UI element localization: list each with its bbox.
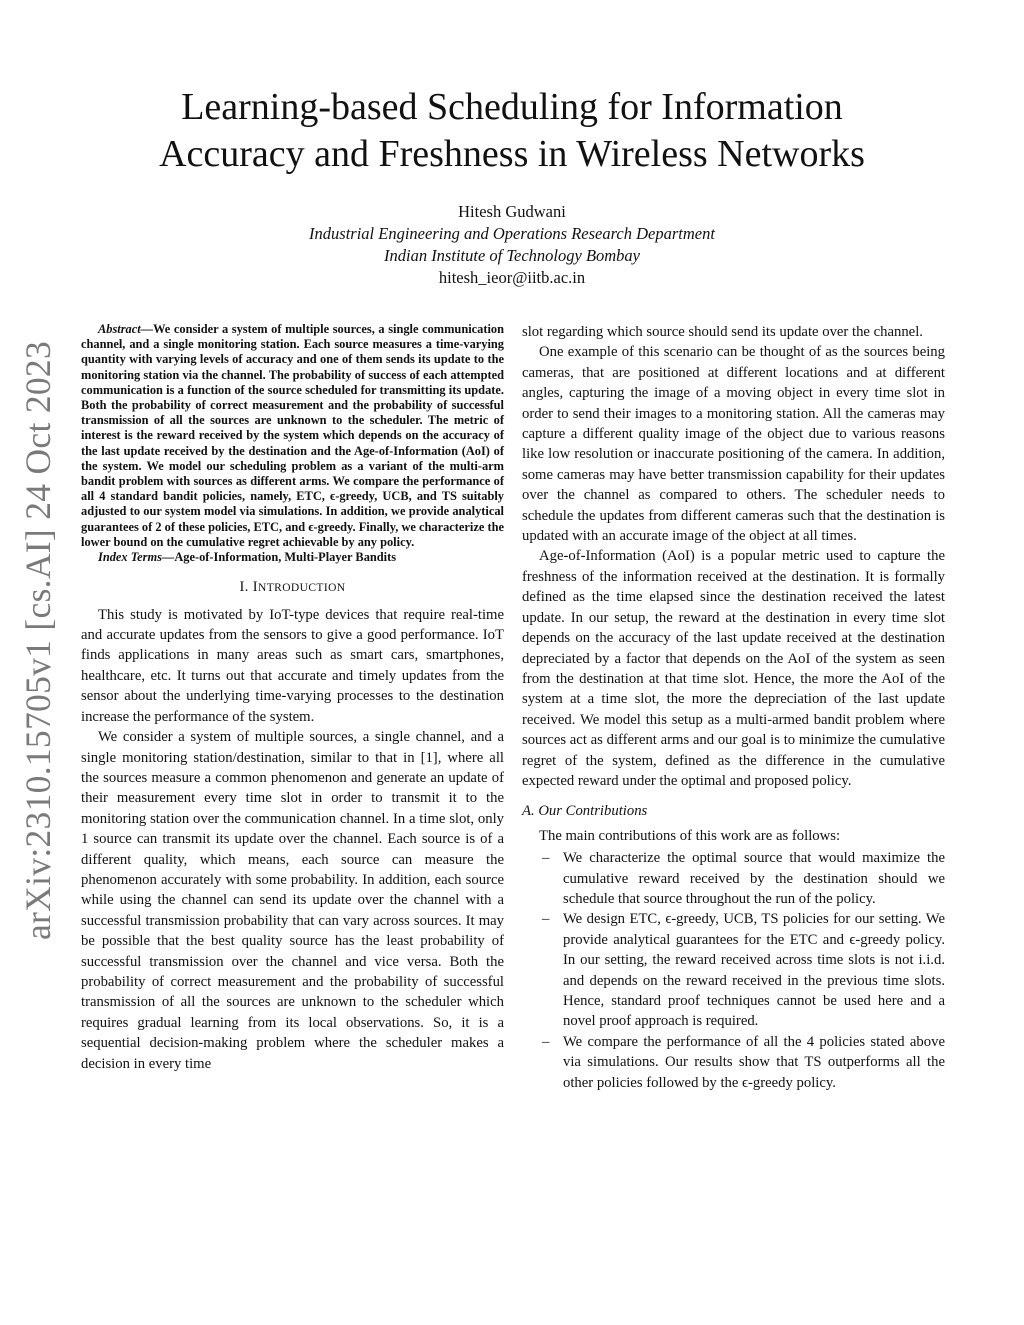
abstract bbox=[81, 322, 504, 550]
contributions-intro: The main contributions of this work are as follows: bbox=[539, 827, 841, 844]
abstract-text: We consider a system of multiple sources, a single communication channel, and a single monitoring station. Each source measures a time-varying quantity with varying levels of accuracy and one of them sends its update to the monitoring station via the channel. The probability of success of each attempted communication is a function of the source scheduled for transmitting its update. Both the probability of correct measurement and the probability of successful transmission of all the sources are unknown to the scheduler. The metric of interest is the reward received by the system which depends on the accuracy of the last update received by the destination and the Age-of-Information (AoI) of the system. We model our scheduling problem as a variant of the multi-arm bandit problem with sources as different arms. We compare the performance of all 4 standard bandit policies, namely, ETC, ϵ-greedy, UCB, and TS suitably adjusted to our system model via simulations. In addition, we provide analytical guarantees of 2 of these policies, ETC, and ϵ-greedy. Finally, we characterize the lower bound on the cumulative regret achievable by any policy. bbox=[81, 322, 504, 549]
intro-paragraph-1: This study is motivated by IoT-type devices that require real-time and accurate updates from the sensors to give a good performance. IoT finds applications in many areas such as smart cars, smartphones, healthcare, etc. It turns out that accurate and timely updates from the sensor about the underlying time-varying processes to the destination increase the performance of the system. bbox=[81, 606, 504, 725]
author-email[interactable]: hitesh_ieor@iitb.ac.in bbox=[438, 268, 586, 287]
intro-paragraph-2: We consider a system of multiple sources, a single channel, and a single monitoring station/destination, similar to that in [1], where all the sources measure a common phenomenon and generate an update of their measurement every time slot in order to transmit it to the monitoring station over the communication channel. In a time slot, only 1 source can transmit its update over the channel. Each source is of a different quality, which means, each source can measure the phenomenon accurately with some probability. In addition, each source while using the channel can send its update over the channel with a successful transmission probability that can vary across sources. It may be possible that the best quality source has the least probability of successful transmission over the channel and vice versa. Both the probability of correct measurement and the probability of successful transmission of all the sources are unknown to the scheduler which requires gradual learning from its local observations. So, it is a sequential decision-making problem where the scheduler makes a decision in every time bbox=[81, 729, 504, 1072]
intro-paragraph-2-continued: slot regarding which source should send its update over the channel. bbox=[522, 324, 923, 340]
contributions-list bbox=[522, 848, 945, 1093]
index-terms bbox=[81, 550, 504, 565]
list-bullet: – bbox=[542, 1033, 550, 1050]
list-item bbox=[522, 909, 945, 1031]
title-line-2: Accuracy and Freshness in Wireless Networks bbox=[159, 133, 865, 175]
subsection-heading-contributions: A. Our Contributions bbox=[522, 803, 648, 820]
author-name: Hitesh Gudwani bbox=[458, 202, 566, 221]
title-line-1: Learning-based Scheduling for Information bbox=[181, 86, 843, 128]
section-title-rest: NTRODUCTION bbox=[258, 582, 346, 595]
paper-title bbox=[100, 84, 924, 178]
index-terms-label: Index Terms— bbox=[98, 550, 175, 565]
intro-paragraph-3: One example of this scenario can be thought of as the sources being cameras, that are positioned at different locations and at different angles, capturing the image of a moving object in every time slot in order to send their images to a monitoring station. All the cameras may capture a different quality image of the object due to various reasons like low resolution or inaccurate positioning of the camera. In addition, some cameras may have better transmission capability for their updates over the channel as compared to others. The scheduler needs to schedule the updates from different cameras such that the destination is updated with an accurate image of the object at all times. bbox=[522, 344, 945, 545]
section-title-cap: I bbox=[252, 579, 259, 596]
section-number: I. bbox=[239, 579, 249, 596]
left-column bbox=[81, 322, 504, 1074]
abstract-label: Abstract— bbox=[98, 322, 154, 336]
list-item bbox=[522, 1032, 945, 1093]
list-bullet: – bbox=[542, 850, 550, 867]
intro-paragraph-4: Age-of-Information (AoI) is a popular metric used to capture the freshness of the information received at the destination. It is formally defined as the time elapsed since the destination received the latest update. In our setup, the reward at the destination in every time slot depends on the accuracy of the last update received at the destination depreciated by a factor that depends on the AoI of the system as seen from the destination at that time slot. Hence, the more the AoI of the system at a time slot, the more the depreciation of the last update received. We model this setup as a multi-armed bandit problem where sources act as different arms and our goal is to minimize the cumulative regret of the system, defined as the difference in the cumulative expected reward under the optimal and proposed policy. bbox=[522, 548, 945, 789]
author-block bbox=[200, 201, 824, 289]
right-column bbox=[522, 322, 945, 1093]
list-bullet: – bbox=[542, 911, 550, 928]
author-department: Industrial Engineering and Operations Research Department bbox=[309, 224, 715, 243]
index-terms-text: Age-of-Information, Multi-Player Bandits bbox=[174, 550, 397, 565]
list-item-text: We compare the performance of all the 4 policies stated above via simulations. Our results show that TS outperforms all the other policies followed by the ϵ-greedy policy. bbox=[563, 1033, 945, 1091]
list-item-text: We design ETC, ϵ-greedy, UCB, TS policies for our setting. We provide analytical guarantees for the ETC and ϵ-greedy policy. In our setting, the reward received across time slots is not i.i.d. and depends on the reward received in the previous time slots. Hence, standard proof techniques cannot be used here and a novel proof approach is required. bbox=[563, 911, 945, 1030]
section-heading-introduction bbox=[81, 577, 504, 598]
arxiv-identifier: arXiv:2310.15705v1 [cs.AI] 24 Oct 2023 bbox=[18, 340, 58, 940]
list-item-text: We characterize the optimal source that would maximize the cumulative reward received by the destination should we schedule that source throughout the run of the policy. bbox=[563, 850, 945, 907]
author-institution: Indian Institute of Technology Bombay bbox=[383, 246, 641, 265]
list-item bbox=[522, 848, 945, 909]
